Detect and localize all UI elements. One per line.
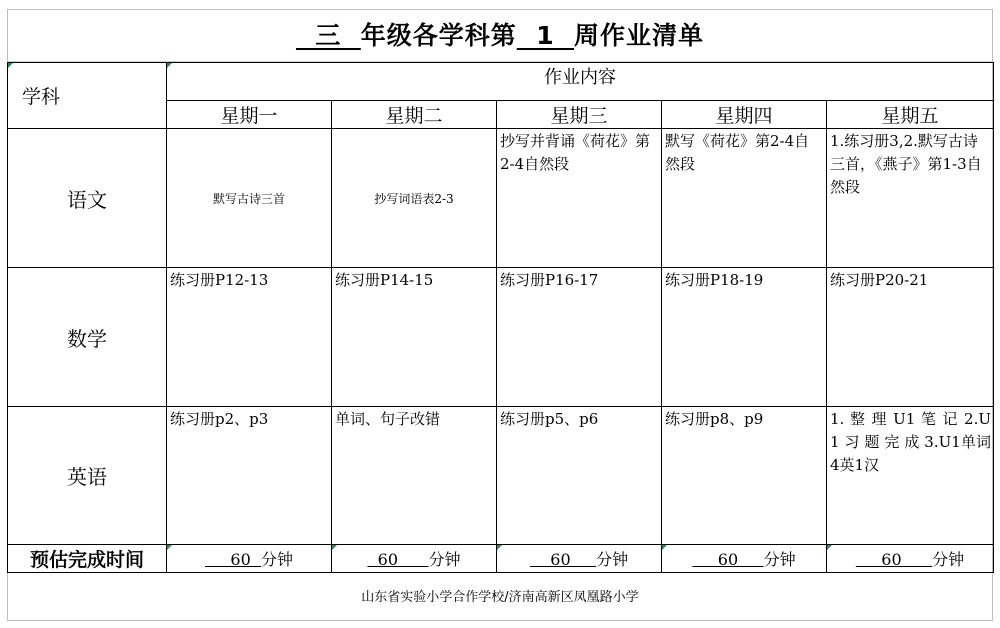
time-monday [167,545,332,573]
time-friday [827,545,994,573]
day-thursday: 星期四 [662,101,827,129]
subject-chinese: 语文 [8,129,167,268]
header-content [167,63,994,101]
math-friday: 练习册P20-21 [827,268,994,407]
time-value: 60 [692,550,764,569]
header-subject [8,63,167,129]
subject-math: 数学 [8,268,167,407]
page-title [0,16,1000,52]
cell-marker [827,545,832,550]
english-tuesday: 单词、句子改错 [332,407,497,545]
time-value: 60 [855,550,933,569]
day-tuesday: 星期二 [332,101,497,129]
time-tuesday [332,545,497,573]
math-wednesday: 练习册P16-17 [497,268,662,407]
time-unit: 分钟 [596,550,629,569]
estimated-time-label: 预估完成时间 [8,545,167,573]
cell-marker [8,63,13,68]
cell-marker [167,545,172,550]
week-value: 1 [516,21,575,50]
english-wednesday: 练习册p5、p6 [497,407,662,545]
time-value: 60 [529,550,597,569]
time-unit: 分钟 [260,550,293,569]
math-thursday: 练习册P18-19 [662,268,827,407]
subject-english: 英语 [8,407,167,545]
chinese-thursday: 默写《荷花》第2-4自然段 [662,129,827,268]
time-thursday [662,545,827,573]
cell-marker [167,63,172,68]
title-end: 周作业清单 [574,21,705,50]
chinese-tuesday: 抄写词语表2-3 [332,129,497,268]
english-monday: 练习册p2、p3 [167,407,332,545]
header-subject-label: 学科 [22,86,61,108]
cell-marker [497,545,502,550]
cell-marker [662,545,667,550]
day-friday: 星期五 [827,101,994,129]
math-tuesday: 练习册P14-15 [332,268,497,407]
day-wednesday: 星期三 [497,101,662,129]
homework-table [7,62,994,573]
cell-marker [332,545,337,550]
time-unit: 分钟 [763,550,796,569]
title-middle: 年级各学科第 [360,21,517,50]
time-unit: 分钟 [932,550,965,569]
time-unit: 分钟 [428,550,461,569]
time-value: 60 [367,550,429,569]
chinese-wednesday: 抄写并背诵《荷花》第2-4自然段 [497,129,662,268]
time-wednesday [497,545,662,573]
english-friday: 1. 整 理 U1 笔 记 2.U1 习 题 完 成 3.U1单词4英1汉 [827,407,994,545]
time-value: 60 [205,550,261,569]
math-monday: 练习册P12-13 [167,268,332,407]
day-monday: 星期一 [167,101,332,129]
school-footer: 山东省实验小学合作学校/济南高新区凤凰路小学 [361,590,639,605]
chinese-friday: 1.练习册3,2.默写古诗三首，《燕子》第1-3自然段 [827,129,994,268]
header-content-label: 作业内容 [544,67,616,88]
chinese-monday: 默写古诗三首 [167,129,332,268]
grade-value: 三 [295,21,361,50]
english-thursday: 练习册p8、p9 [662,407,827,545]
